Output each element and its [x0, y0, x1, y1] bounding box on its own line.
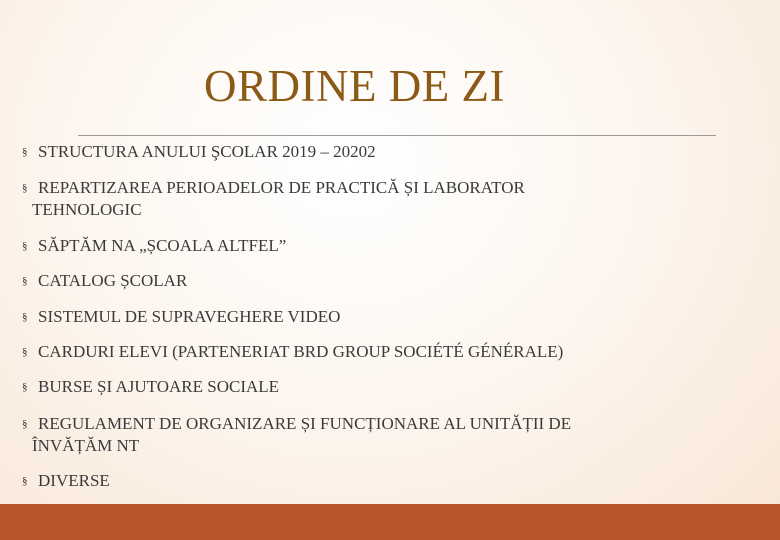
agenda-item-text: REGULAMENT DE ORGANIZARE ȘI FUNCȚIONARE AL UNITĂȚII DE	[38, 414, 572, 433]
bullet-icon: §	[22, 240, 28, 252]
bullet-icon: §	[22, 418, 28, 430]
bullet-icon: §	[22, 146, 28, 158]
agenda-item-burse	[22, 376, 279, 398]
agenda-item-carduri	[22, 341, 563, 363]
agenda-item-text: STRUCTURA ANULUI ŞCOLAR 2019 – 20202	[38, 142, 376, 161]
page-title: ORDINE DE ZI	[204, 61, 505, 111]
bullet-icon: §	[22, 275, 28, 287]
agenda-item-text-continuation: TEHNOLOGIC	[32, 200, 142, 219]
agenda-item-text: DIVERSE	[38, 471, 110, 490]
agenda-item-text: CARDURI ELEVI (PARTENERIAT BRD GROUP SOCIÉTÉ GÉNÉRALE)	[38, 342, 564, 361]
agenda-item-text-continuation: ÎNVĂȚĂM NT	[32, 436, 140, 455]
bullet-icon: §	[22, 346, 28, 358]
bullet-icon: §	[22, 381, 28, 393]
agenda-item-diverse	[22, 470, 110, 492]
bullet-icon: §	[22, 475, 28, 487]
agenda-item-saptamana	[22, 235, 286, 257]
agenda-item-text: SISTEMUL DE SUPRAVEGHERE VIDEO	[38, 307, 341, 326]
agenda-item-regulament	[22, 413, 571, 457]
agenda-item-text: REPARTIZAREA PERIOADELOR DE PRACTICĂ ȘI LABORATOR	[38, 178, 525, 197]
agenda-item-sistemul	[22, 306, 340, 328]
footer-bar	[0, 504, 780, 540]
agenda-item-catalog	[22, 270, 187, 292]
bullet-icon: §	[22, 182, 28, 194]
agenda-item-text: SĂPTĂM NA „ȘCOALA ALTFEL”	[38, 236, 287, 255]
agenda-item-text: BURSE ȘI AJUTOARE SOCIALE	[38, 377, 280, 396]
agenda-item-repartizarea	[22, 177, 525, 221]
agenda-item-structura	[22, 141, 376, 163]
bullet-icon: §	[22, 311, 28, 323]
agenda-item-text: CATALOG ȘCOLAR	[38, 271, 188, 290]
